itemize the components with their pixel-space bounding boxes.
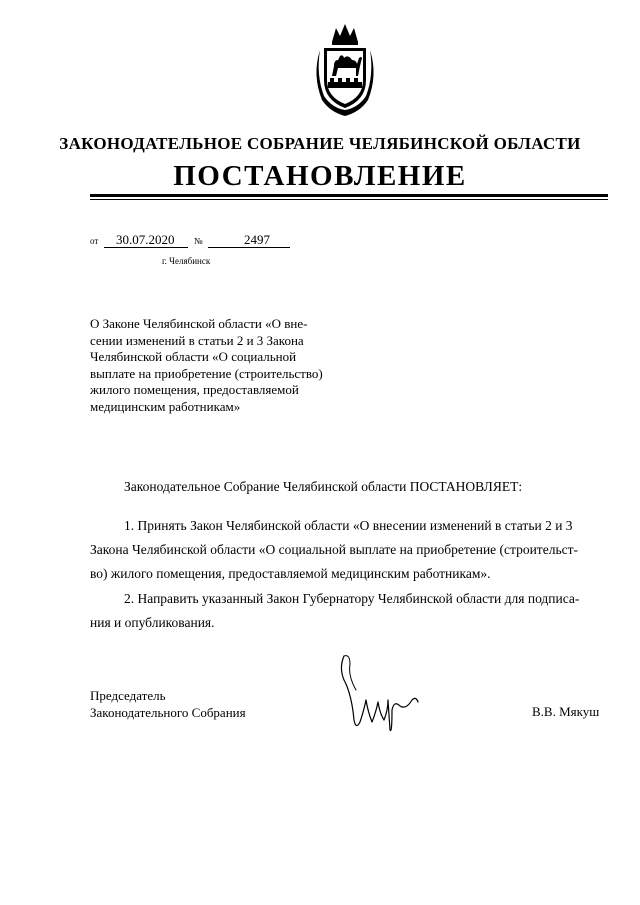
preamble: Законодательное Собрание Челябинской области ПОСТАНОВЛЯЕТ: (124, 479, 523, 494)
coat-of-arms-icon (310, 20, 380, 120)
subject-line: О Законе Челябинской области «О вне- (90, 316, 308, 331)
handwritten-signature-icon (336, 650, 426, 740)
paragraph-line: Закона Челябинской области «О социальной выплате на приобретение (строительст- (90, 542, 578, 557)
city: г. Челябинск (162, 256, 211, 266)
paragraph-line: 1. Принять Закон Челябинской области «О внесении изменений в статьи 2 и 3 (124, 518, 573, 533)
organization-title: ЗАКОНОДАТЕЛЬНОЕ СОБРАНИЕ ЧЕЛЯБИНСКОЙ ОБЛАСТИ (59, 134, 581, 153)
number-label: № (194, 236, 203, 246)
header-rule-thick (90, 194, 608, 197)
subject-line: жилого помещения, предоставляемой (90, 382, 299, 397)
date-number-line (90, 232, 300, 250)
paragraph-2 (90, 587, 608, 635)
signer-title-line: Законодательного Собрания (90, 705, 246, 720)
document-number: 2497 (244, 232, 270, 247)
document-date: 30.07.2020 (116, 232, 175, 247)
paragraph-line: 2. Направить указанный Закон Губернатору Челябинской области для подписа- (124, 591, 580, 606)
document-type-title: ПОСТАНОВЛЕНИЕ (173, 160, 467, 192)
document-subject (90, 316, 330, 415)
signer-name: В.В. Мякуш (532, 704, 600, 719)
subject-line: медицинским работникам» (90, 398, 241, 414)
signer-title (90, 687, 246, 721)
subject-line: сении изменений в статьи 2 и 3 Закона (90, 332, 304, 348)
subject-line: выплате на приобретение (строительство) (90, 365, 323, 381)
header-rule-thin (90, 199, 608, 200)
signer-title-line: Председатель (90, 688, 166, 703)
paragraph-line: ния и опубликования. (90, 615, 215, 630)
date-label: от (90, 236, 99, 246)
paragraph-line: во) жилого помещения, предоставляемой медицинским работникам». (90, 566, 491, 581)
subject-line: Челябинской области «О социальной (90, 349, 297, 364)
paragraph-1 (90, 514, 608, 586)
